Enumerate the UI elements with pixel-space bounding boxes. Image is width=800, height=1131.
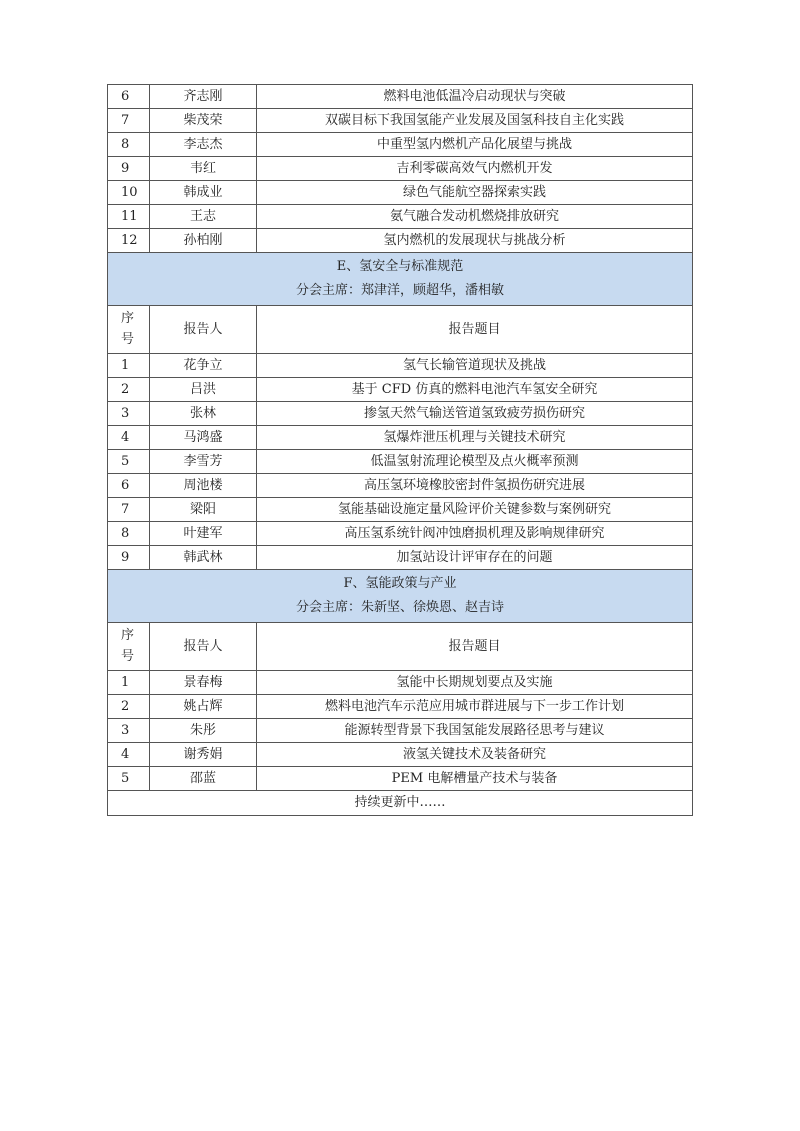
row-speaker: 马鸿盛: [150, 426, 257, 450]
row-speaker: 花争立: [150, 354, 257, 378]
table-row: [108, 743, 693, 767]
row-number: 10: [108, 181, 150, 205]
table-row: [108, 695, 693, 719]
table-row: [108, 378, 693, 402]
column-header-speaker: 报告人: [150, 306, 257, 354]
row-topic: 燃料电池低温冷启动现状与突破: [257, 85, 693, 109]
row-topic: 氢能基础设施定量风险评价关键参数与案例研究: [257, 498, 693, 522]
table-row: [108, 767, 693, 791]
row-topic: 绿色气能航空器探索实践: [257, 181, 693, 205]
table-row: [108, 229, 693, 253]
table-row: [108, 498, 693, 522]
section-header: [108, 253, 693, 306]
row-topic: 氢内燃机的发展现状与挑战分析: [257, 229, 693, 253]
row-speaker: 周池楼: [150, 474, 257, 498]
row-topic: 低温氢射流理论模型及点火概率预测: [257, 450, 693, 474]
row-number: 2: [108, 695, 150, 719]
table-row: [108, 85, 693, 109]
row-speaker: 谢秀娟: [150, 743, 257, 767]
section-title: E、氢安全与标准规范: [336, 259, 464, 274]
row-number: 6: [108, 474, 150, 498]
table-row: [108, 109, 693, 133]
table-row: [108, 402, 693, 426]
column-header-topic: 报告题目: [257, 306, 693, 354]
row-topic: 高压氢系统针阀冲蚀磨损机理及影响规律研究: [257, 522, 693, 546]
column-header-row: [108, 306, 693, 354]
table-row: [108, 719, 693, 743]
row-number: 9: [108, 157, 150, 181]
row-speaker: 柴茂荣: [150, 109, 257, 133]
row-number: 4: [108, 743, 150, 767]
row-topic: 掺氢天然气输送管道氢致疲劳损伤研究: [257, 402, 693, 426]
column-header-number: 序 号: [108, 306, 150, 354]
row-speaker: 姚占辉: [150, 695, 257, 719]
row-speaker: 韩成业: [150, 181, 257, 205]
row-speaker: 叶建军: [150, 522, 257, 546]
row-topic: 双碳目标下我国氢能产业发展及国氢科技自主化实践: [257, 109, 693, 133]
section-chairs: 分会主席：朱新坚、徐焕恩、赵吉诗: [295, 600, 504, 615]
row-speaker: 孙柏刚: [150, 229, 257, 253]
row-speaker: 梁阳: [150, 498, 257, 522]
row-number: 4: [108, 426, 150, 450]
row-speaker: 韦红: [150, 157, 257, 181]
table-row: [108, 671, 693, 695]
row-speaker: 李雪芳: [150, 450, 257, 474]
footer-row: [108, 791, 693, 816]
row-number: 5: [108, 450, 150, 474]
row-number: 8: [108, 522, 150, 546]
update-note: 持续更新中……: [108, 791, 693, 816]
section-header-row: [108, 253, 693, 306]
row-topic: 加氢站设计评审存在的问题: [257, 546, 693, 570]
section-header-row: [108, 570, 693, 623]
row-topic: 吉利零碳高效气内燃机开发: [257, 157, 693, 181]
row-speaker: 景春梅: [150, 671, 257, 695]
program-table: [107, 84, 693, 816]
table-row: [108, 157, 693, 181]
table-row: [108, 205, 693, 229]
row-topic: 高压氢环境橡胶密封件氢损伤研究进展: [257, 474, 693, 498]
row-topic: 氢能中长期规划要点及实施: [257, 671, 693, 695]
row-number: 9: [108, 546, 150, 570]
row-number: 8: [108, 133, 150, 157]
row-speaker: 李志杰: [150, 133, 257, 157]
column-header-row: [108, 623, 693, 671]
section-chairs: 分会主席：郑津洋，顾超华，潘相敏: [295, 283, 504, 298]
row-speaker: 朱彤: [150, 719, 257, 743]
column-header-number: 序 号: [108, 623, 150, 671]
row-topic: 中重型氢内燃机产品化展望与挑战: [257, 133, 693, 157]
row-number: 7: [108, 109, 150, 133]
row-speaker: 张林: [150, 402, 257, 426]
row-number: 3: [108, 719, 150, 743]
row-topic: 基于 CFD 仿真的燃料电池汽车氢安全研究: [257, 378, 693, 402]
column-header-speaker: 报告人: [150, 623, 257, 671]
row-number: 5: [108, 767, 150, 791]
row-number: 11: [108, 205, 150, 229]
row-topic: 燃料电池汽车示范应用城市群进展与下一步工作计划: [257, 695, 693, 719]
row-number: 1: [108, 671, 150, 695]
section-header: [108, 570, 693, 623]
section-title: F、氢能政策与产业: [343, 576, 457, 591]
row-number: 2: [108, 378, 150, 402]
row-number: 1: [108, 354, 150, 378]
table-row: [108, 354, 693, 378]
table-row: [108, 133, 693, 157]
row-speaker: 吕洪: [150, 378, 257, 402]
program-table-body: [108, 85, 693, 816]
row-speaker: 齐志刚: [150, 85, 257, 109]
table-row: [108, 522, 693, 546]
row-number: 6: [108, 85, 150, 109]
row-number: 12: [108, 229, 150, 253]
row-topic: 氢气长输管道现状及挑战: [257, 354, 693, 378]
table-row: [108, 426, 693, 450]
row-speaker: 王志: [150, 205, 257, 229]
table-row: [108, 181, 693, 205]
table-row: [108, 474, 693, 498]
table-row: [108, 546, 693, 570]
row-number: 3: [108, 402, 150, 426]
column-header-topic: 报告题目: [257, 623, 693, 671]
row-topic: 氢爆炸泄压机理与关键技术研究: [257, 426, 693, 450]
row-topic: 能源转型背景下我国氢能发展路径思考与建议: [257, 719, 693, 743]
table-row: [108, 450, 693, 474]
row-speaker: 邵蓝: [150, 767, 257, 791]
row-topic: 液氢关键技术及装备研究: [257, 743, 693, 767]
row-topic: PEM 电解槽量产技术与装备: [257, 767, 693, 791]
row-number: 7: [108, 498, 150, 522]
row-speaker: 韩武林: [150, 546, 257, 570]
row-topic: 氨气融合发动机燃烧排放研究: [257, 205, 693, 229]
